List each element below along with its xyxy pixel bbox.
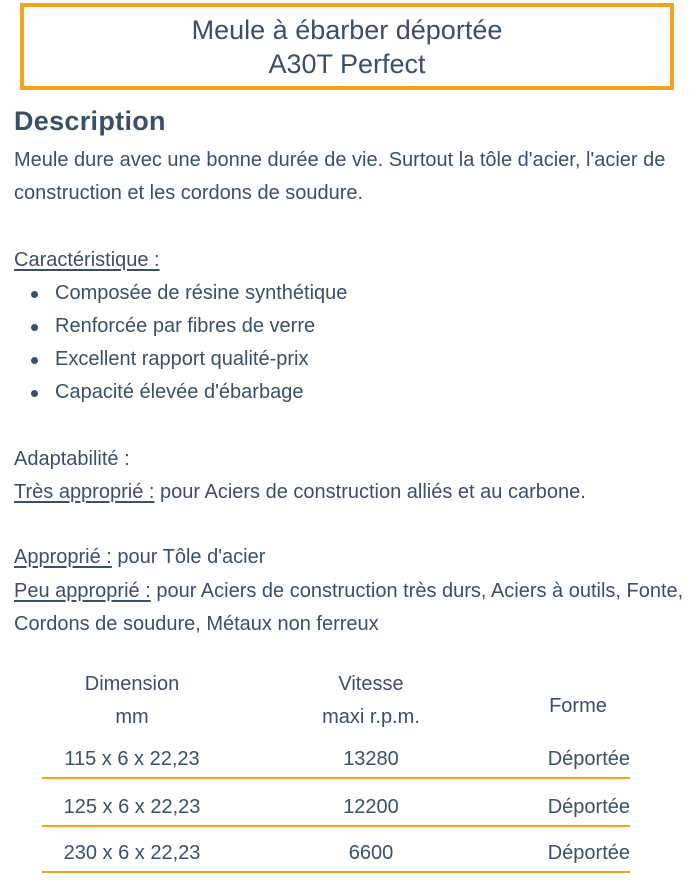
column-header-dimension-line2: mm xyxy=(115,706,149,728)
column-header-dimension xyxy=(42,668,222,734)
column-header-dimension-line1: Dimension xyxy=(84,673,180,695)
list-item xyxy=(14,277,347,310)
bullet-icon xyxy=(31,390,38,397)
list-item-label: Composée de résine synthétique xyxy=(55,282,348,304)
table-row xyxy=(42,837,630,873)
less-suitable-paragraph xyxy=(14,575,686,641)
very-suitable-paragraph xyxy=(14,476,686,509)
less-suitable-label: Peu approprié : xyxy=(14,580,151,602)
table-row xyxy=(42,791,630,827)
title-box xyxy=(20,3,674,90)
suitable-paragraph xyxy=(14,541,686,574)
cell-speed: 12200 xyxy=(343,796,399,818)
characteristics-list xyxy=(14,277,347,409)
very-suitable-text: pour Aciers de construction alliés et au carbone. xyxy=(154,481,586,503)
list-item-label: Renforcée par fibres de verre xyxy=(55,315,316,337)
list-item-label: Capacité élevée d'ébarbage xyxy=(55,381,304,403)
product-title-line2: A30T Perfect xyxy=(268,48,426,79)
suitable-text: pour Tôle d'acier xyxy=(111,546,266,568)
product-title-line1: Meule à ébarber déportée xyxy=(191,14,503,45)
very-suitable-label: Très approprié : xyxy=(14,481,155,503)
cell-shape: Déportée xyxy=(547,748,630,770)
cell-speed: 13280 xyxy=(343,748,399,770)
bullet-icon xyxy=(31,291,38,298)
less-suitable-text: pour Aciers de construction très durs, Aciers à outils, Fonte, Cordons de soudure, Métaux non ferreux xyxy=(14,580,684,635)
cell-dimension: 115 x 6 x 22,23 xyxy=(64,748,200,770)
list-item xyxy=(14,343,347,376)
list-item-label: Excellent rapport qualité-prix xyxy=(55,348,309,370)
characteristics-title: Caractéristique : xyxy=(14,249,160,271)
column-header-speed xyxy=(281,668,461,734)
column-header-speed-line1: Vitesse xyxy=(338,673,404,695)
description-text: Meule dure avec une bonne durée de vie. Surtout la tôle d'acier, l'acier de construction et les cordons de soudure. xyxy=(14,149,666,204)
column-header-shape: Forme xyxy=(549,695,607,717)
cell-speed: 6600 xyxy=(348,842,394,864)
adaptability-title: Adaptabilité : xyxy=(14,448,130,470)
table-row xyxy=(42,743,630,779)
list-item xyxy=(14,310,347,343)
cell-shape: Déportée xyxy=(547,842,630,864)
cell-dimension: 230 x 6 x 22,23 xyxy=(63,842,201,864)
description-heading: Description xyxy=(14,106,166,136)
bullet-icon xyxy=(31,324,38,331)
cell-dimension: 125 x 6 x 22,23 xyxy=(63,796,201,818)
column-header-speed-line2: maxi r.p.m. xyxy=(322,706,420,728)
bullet-icon xyxy=(31,357,38,364)
cell-shape: Déportée xyxy=(547,796,630,818)
suitable-label: Approprié : xyxy=(14,546,112,568)
list-item xyxy=(14,376,347,409)
